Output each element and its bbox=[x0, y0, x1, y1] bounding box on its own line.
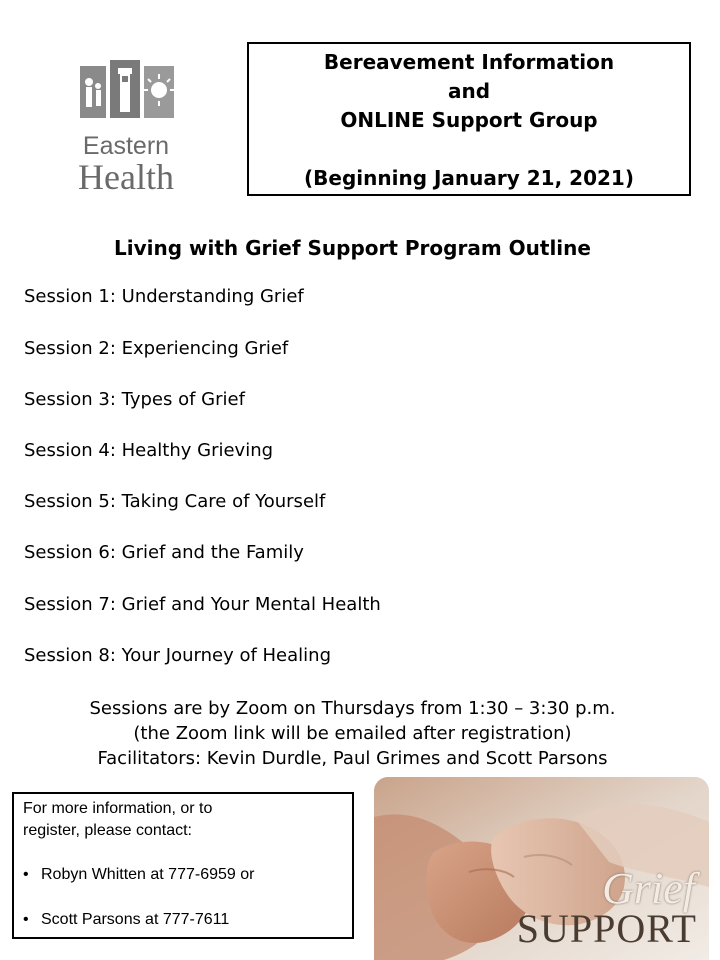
contact-intro-1: For more information, or to bbox=[23, 800, 213, 817]
title-line-1: Bereavement Information bbox=[323, 50, 615, 74]
contact-intro-2: register, please contact: bbox=[23, 822, 192, 839]
photo-caption-support: SUPPORT bbox=[516, 906, 697, 951]
title-spacer bbox=[249, 135, 689, 164]
details-zoom-note: (the Zoom link will be emailed after registration) bbox=[133, 723, 572, 744]
eastern-health-logo bbox=[42, 58, 212, 198]
details-schedule: Sessions are by Zoom on Thursdays from 1:30 – 3:30 p.m. bbox=[89, 698, 616, 719]
photo-caption-grief: Grief bbox=[602, 864, 695, 913]
logo-text-health: Health bbox=[78, 157, 174, 197]
session-item: Session 2: Experiencing Grief bbox=[24, 338, 289, 359]
program-heading: Living with Grief Support Program Outline bbox=[114, 236, 591, 260]
session-item: Session 7: Grief and Your Mental Health bbox=[24, 594, 381, 615]
logo-text-eastern: Eastern bbox=[82, 132, 170, 160]
session-item: Session 4: Healthy Grieving bbox=[24, 440, 274, 461]
contact-item-robyn bbox=[23, 864, 254, 886]
title-box bbox=[247, 42, 691, 196]
title-line-2: and bbox=[447, 79, 491, 103]
contact-item-text: Scott Parsons at 777-7611 bbox=[41, 911, 230, 928]
grief-support-photo bbox=[374, 777, 709, 960]
title-line-4: (Beginning January 21, 2021) bbox=[304, 166, 634, 190]
details-facilitators: Facilitators: Kevin Durdle, Paul Grimes and Scott Parsons bbox=[97, 748, 608, 769]
contact-item-text: Robyn Whitten at 777-6959 or bbox=[41, 866, 255, 883]
logo-emblem-icon bbox=[80, 60, 176, 124]
bullet-icon: • bbox=[23, 866, 29, 883]
session-details bbox=[0, 696, 705, 771]
session-item: Session 5: Taking Care of Yourself bbox=[24, 491, 326, 512]
contact-item-scott bbox=[23, 909, 229, 931]
session-item: Session 1: Understanding Grief bbox=[24, 286, 304, 307]
contact-box bbox=[12, 792, 354, 939]
title-line-3: ONLINE Support Group bbox=[340, 108, 598, 132]
session-item: Session 6: Grief and the Family bbox=[24, 542, 304, 563]
session-item: Session 8: Your Journey of Healing bbox=[24, 645, 332, 666]
bullet-icon: • bbox=[23, 911, 29, 928]
session-item: Session 3: Types of Grief bbox=[24, 389, 245, 410]
